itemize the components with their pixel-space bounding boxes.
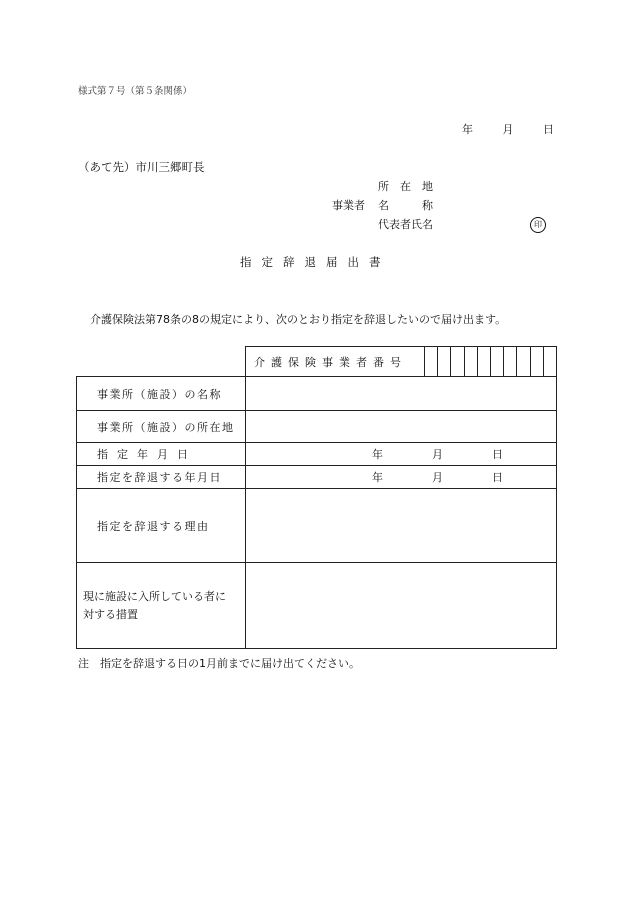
addressee: （あて先）市川三郷町長 xyxy=(78,160,205,174)
designation-year-label: 年 xyxy=(372,448,383,461)
applicant-representative-label: 代表者氏名 xyxy=(378,218,433,231)
designation-date-field[interactable] xyxy=(246,443,557,466)
form-number: 様式第７号（第５条関係） xyxy=(78,86,193,97)
intro-text: 介護保険法第78条の8の規定により、次のとおり指定を辞退したいので届け出ます。 xyxy=(90,313,507,326)
registration-digit-6[interactable] xyxy=(490,347,503,377)
submission-year-label: 年 xyxy=(462,123,473,136)
facility-address-field[interactable] xyxy=(246,411,557,443)
resident-measures-label-line1: 現に施設に入所している者に xyxy=(83,589,226,603)
resident-measures-field[interactable] xyxy=(246,563,557,649)
submission-day-label: 日 xyxy=(543,123,554,136)
registration-digit-2[interactable] xyxy=(438,347,451,377)
withdrawal-reason-field[interactable] xyxy=(246,489,557,563)
applicant-address-label: 所 在 地 xyxy=(378,180,433,193)
applicant-name-label: 名 称 xyxy=(378,199,433,212)
registration-digit-7[interactable] xyxy=(504,347,517,377)
registration-digit-1[interactable] xyxy=(425,347,438,377)
seal-mark: 印 xyxy=(530,217,546,233)
registration-digit-10[interactable] xyxy=(543,347,556,377)
withdrawal-reason-label: 指定を辞退する理由 xyxy=(77,489,246,563)
resident-measures-label xyxy=(77,563,246,649)
withdrawal-date-label: 指定を辞退する年月日 xyxy=(77,466,246,489)
registration-digit-5[interactable] xyxy=(477,347,490,377)
submission-month-label: 月 xyxy=(502,123,514,136)
document-title: 指定辞退届出書 xyxy=(240,255,391,269)
applicant-group-label: 事業者 xyxy=(332,199,365,212)
withdrawal-day-label: 日 xyxy=(492,471,503,484)
designation-month-label: 月 xyxy=(432,448,443,461)
blank-corner xyxy=(77,347,246,377)
registration-digit-8[interactable] xyxy=(517,347,530,377)
designation-day-label: 日 xyxy=(492,448,503,461)
resident-measures-label-line2: 対する措置 xyxy=(83,607,138,621)
withdrawal-month-label: 月 xyxy=(432,471,443,484)
withdrawal-year-label: 年 xyxy=(372,471,383,484)
registration-number-label: 介護保険事業者番号 xyxy=(246,347,425,377)
facility-name-label: 事業所（施設）の名称 xyxy=(77,377,246,411)
registration-digit-9[interactable] xyxy=(530,347,543,377)
withdrawal-form-table xyxy=(76,346,557,649)
registration-digit-3[interactable] xyxy=(451,347,464,377)
designation-date-label: 指定年月日 xyxy=(77,443,246,466)
registration-digit-4[interactable] xyxy=(464,347,477,377)
facility-name-field[interactable] xyxy=(246,377,557,411)
withdrawal-date-field[interactable] xyxy=(246,466,557,489)
footnote: 注 指定を辞退する日の1月前までに届け出てください。 xyxy=(78,657,360,670)
facility-address-label: 事業所（施設）の所在地 xyxy=(77,411,246,443)
submission-date xyxy=(462,124,554,135)
